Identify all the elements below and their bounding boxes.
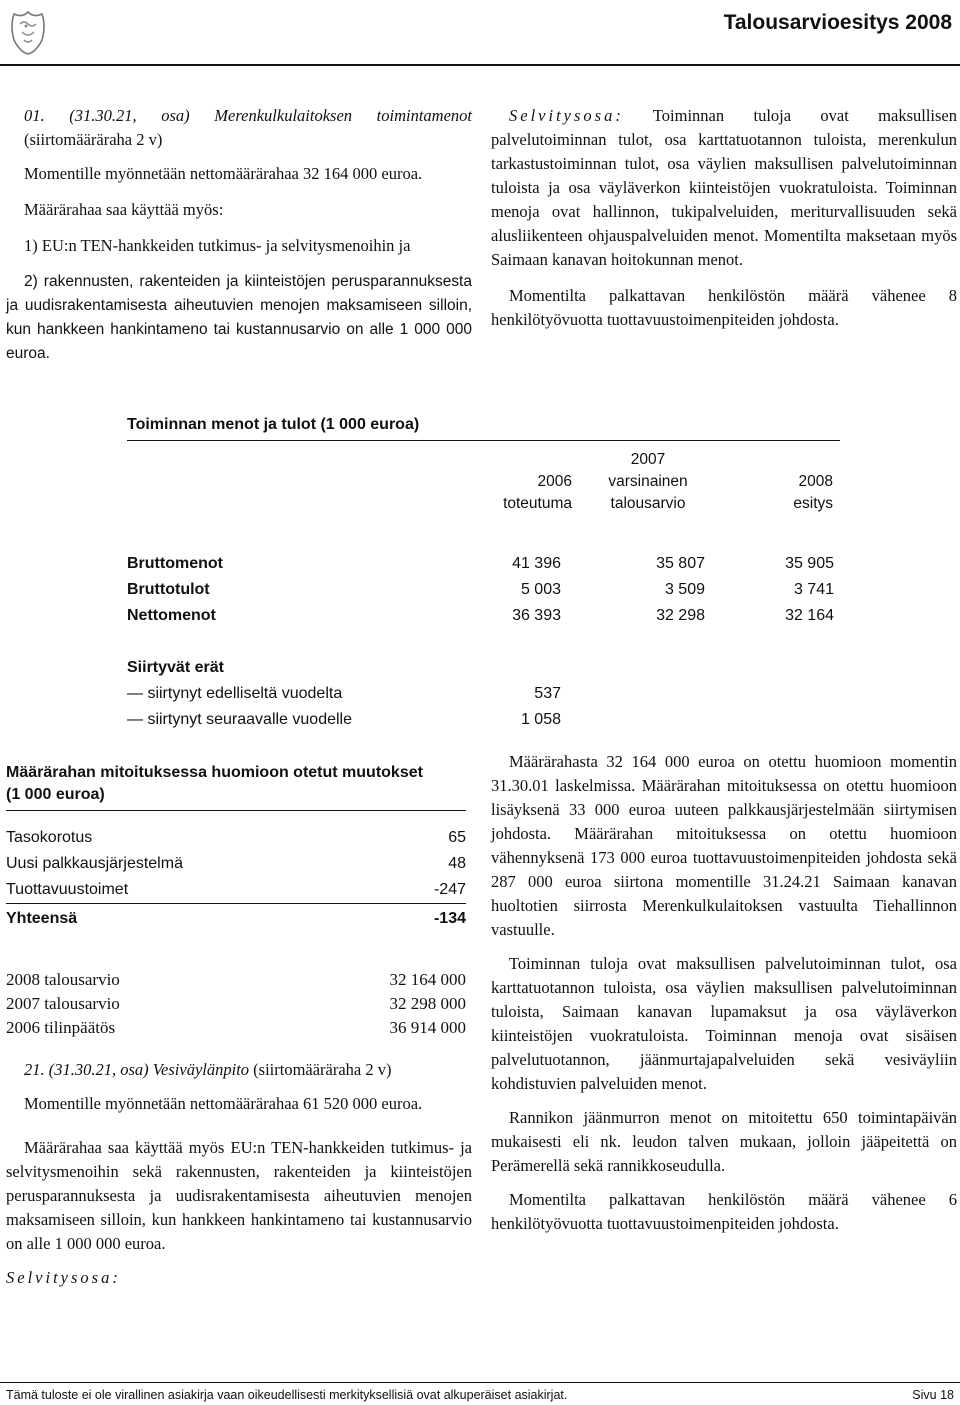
table-header <box>127 441 840 521</box>
header-2006: 2006 toteutuma <box>503 473 572 512</box>
section-21-name: Vesiväylänpito <box>152 1060 250 1079</box>
table-row: 2007 talousarvio 32 298 000 <box>6 994 466 1013</box>
changes-title-rule <box>6 810 466 811</box>
table-row: Bruttotulot 5 003 3 509 3 741 <box>127 581 834 598</box>
section-01-number: 01. (31.30.21, osa) <box>24 106 190 125</box>
section-01-type: (siirtomääräraha 2 v) <box>24 130 163 149</box>
appropriation-changes-table <box>6 762 466 934</box>
table-row: Nettomenot 36 393 32 298 32 164 <box>127 607 834 624</box>
table-row: 2006 tilinpäätös 36 914 000 <box>6 1018 466 1037</box>
table-row: 2008 talousarvio 32 164 000 <box>6 970 466 989</box>
section-01 <box>6 104 472 366</box>
selvitys-label: Selvitysosa: <box>509 106 624 125</box>
section-01-selvitys <box>491 104 957 272</box>
changes-title: Määrärahan mitoituksessa huomioon otetut muutokset (1 000 euroa) <box>6 764 423 803</box>
table-row: Bruttomenot 41 396 35 807 35 905 <box>127 555 834 572</box>
section-21-para-appropriation: Momentille myönnetään nettomäärärahaa 61 520 000 euroa. <box>24 1094 423 1113</box>
section-21 <box>6 1058 472 1290</box>
header-rule <box>0 64 960 66</box>
table-row: Uusi palkkausjärjestelmä 48 <box>6 855 466 872</box>
header-2008: 2008 esitys <box>793 473 833 512</box>
section-21-selvitys-label: Selvitysosa: <box>6 1268 121 1287</box>
section-01-explanation <box>491 104 957 332</box>
section-01-heading <box>6 104 472 152</box>
carry-over-title: Siirtyvät erät <box>127 659 224 676</box>
section-21-para-usage: Määrärahaa saa käyttää myös EU:n TEN-hankkeiden tutkimus- ja selvitysmenoihin sekä rakennusten, rakenteiden ja kiinteistöjen perusparannuksesta ja uudisrakentamisesta aiheutuvien menojen maksamiseen silloin, kun hankkeen hankintameno tai kustannusarvio on alle 1 000 000 euroa. <box>6 1138 472 1253</box>
footer-rule <box>0 1382 960 1383</box>
section-01-para-usage: Määrärahaa saa käyttää myös: <box>24 200 224 219</box>
lion-coat-of-arms-icon <box>6 4 50 56</box>
section-01-para-item1: 1) EU:n TEN-hankkeiden tutkimus- ja selvitysmenoihin ja <box>24 236 411 255</box>
explanation-para-3: Rannikon jäänmurron menot on mitoitettu 650 toimintapäivän mukaisesti eli nk. leudon talven mukaan, jolloin jääpeitettä on Perämerellä sekä rannikkoseudulla. <box>491 1108 957 1175</box>
header-2007: 2007 varsinainen talousarvio <box>608 451 688 512</box>
table-row: Tuottavuustoimet -247 <box>6 881 466 898</box>
table-row: — siirtynyt edelliseltä vuodelta 537 <box>127 685 561 702</box>
changes-total-row: Yhteensä -134 <box>6 903 466 934</box>
footer-disclaimer: Tämä tuloste ei ole virallinen asiakirja vaan oikeudellisesti merkityksellisiä ovat alkuperäiset asiakirjat. <box>6 1388 568 1402</box>
page-number: Sivu 18 <box>912 1388 954 1402</box>
section-01-para-item2: 2) rakennusten, rakenteiden ja kiinteistöjen perusparannuksesta ja uudisrakentamisesta aiheutuvien menojen maksamiseen silloin, kun hankkeen hankintameno tai kustannusarvio on alle 1 000 000 euroa. <box>6 273 472 362</box>
section-21-explanation <box>491 750 957 1236</box>
section-21-type: (siirtomääräraha 2 v) <box>253 1060 392 1079</box>
explanation-para-2: Toiminnan tuloja ovat maksullisen palvelutoiminnan tulot, osa karttatuotannon tuloista, osa väylien maksullisen palvelutoiminnan tuloista, Saimaan kanavan lupamaksut ja osa väyläverkon kiinteistöjen vuokratuloista. Toiminnan menoja ovat sisäisen palvelutuotannon, jäänmurtajapalveluiden sekä vesiväyliin kohdistuvien palveluiden menot. <box>491 954 957 1093</box>
section-21-heading <box>6 1058 472 1082</box>
operating-costs-table-title: Toiminnan menot ja tulot (1 000 euroa) <box>127 416 420 433</box>
explanation-para-4: Momentilta palkattavan henkilöstön määrä vähenee 6 henkilötyövuotta tuottavuustoimenpiteiden johdosta. <box>491 1190 957 1233</box>
budget-summary <box>6 968 466 1040</box>
section-01-staff: Momentilta palkattavan henkilöstön määrä vähenee 8 henkilötyövuotta tuottavuustoimenpiteiden johdosta. <box>491 286 957 329</box>
table-row: Tasokorotus 65 <box>6 829 466 846</box>
section-21-number: 21. (31.30.21, osa) <box>24 1060 149 1079</box>
document-header-title: Talousarvioesitys 2008 <box>723 11 952 34</box>
operating-costs-table <box>127 414 840 733</box>
explanation-para-1: Määrärahasta 32 164 000 euroa on otettu huomioon momentin 31.30.01 laskelmissa. Määrärahan mitoituksessa on otettu huomioon lisäyksenä 33 000 euroa uuteen palkkausjärjestelmään siirtymisen johdosta. Määrärahan mitoituksessa on otettu huomioon vähennyksenä 173 000 euroa tuottavuustoimenpiteiden johdosta sekä 287 000 euroa siirtona momentille 31.24.21 Saimaan kanavan huoltotien siirrosta Merenkulkulaitoksen vastuulta Tiehallinnon vastuulle. <box>491 752 957 939</box>
table-row: — siirtynyt seuraavalle vuodelle 1 058 <box>127 711 561 728</box>
section-01-para-appropriation: Momentille myönnetään nettomäärärahaa 32 164 000 euroa. <box>24 164 423 183</box>
section-01-name: Merenkulkulaitoksen toimintamenot <box>214 106 472 125</box>
selvitys-text: Toiminnan tuloja ovat maksullisen palvelutoiminnan tulot, osa karttatuotannon tuloista, merenkulun tarkastustoiminnan tulot, osa väylien maksullisen palvelutoiminnan tuloista ja osa väyläverkon kiinteistöjen vuokratuloista. Toiminnan menoja ovat hallinnon, tukipalveluiden, meriturvallisuuden sekä alusliikenteen ohjauspalveluiden menot. Momentilta maksetaan myös Saimaan kanavan hoitokunnan menot. <box>491 106 957 269</box>
